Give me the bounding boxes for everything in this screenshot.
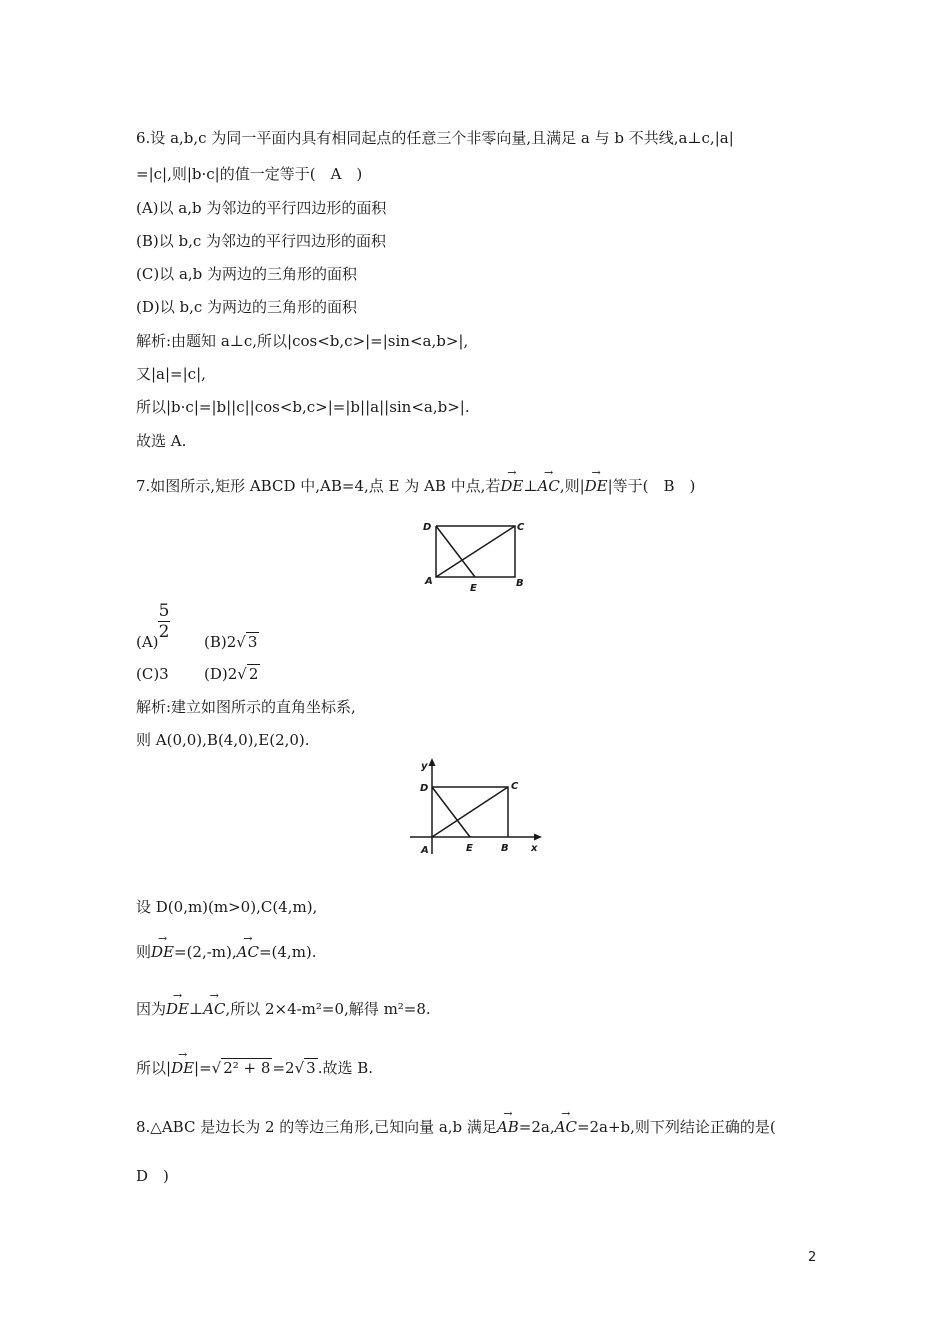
label-b: B bbox=[516, 578, 524, 589]
vector-de: → DE bbox=[585, 476, 608, 496]
label-d: D bbox=[420, 783, 429, 794]
vector-de: → DE bbox=[500, 476, 523, 496]
q6-solution-4: 故选 A. bbox=[136, 432, 187, 450]
radicand: 3 bbox=[306, 1059, 316, 1077]
q6-option-d: (D)以 b,c 为两边的三角形的面积 bbox=[136, 298, 358, 316]
segment-ac bbox=[432, 787, 508, 837]
q6-solution-1: 解析:由题知 a⊥c,所以|cos<b,c>|=|sin<a,b>|, bbox=[136, 332, 469, 350]
sol6-equals: |= bbox=[194, 1059, 212, 1077]
label-x: x bbox=[531, 843, 538, 854]
q7-solution-3: 设 D(0,m)(m>0),C(4,m), bbox=[136, 898, 318, 916]
label-e: E bbox=[466, 843, 473, 854]
vector-ab: → AB bbox=[497, 1117, 519, 1137]
q6-option-a: (A)以 a,b 为邻边的平行四边形的面积 bbox=[136, 199, 387, 217]
q7-stem-text-b: ,则| bbox=[559, 477, 585, 495]
segment-de bbox=[436, 526, 475, 577]
q7-stem-text-c: |等于( B ) bbox=[607, 477, 696, 495]
q6-stem-line1: 6.设 a,b,c 为同一平面内具有相同起点的任意三个非零向量,且满足 a 与 b 不共线,a⊥c,|a| bbox=[136, 129, 734, 147]
sol4-ac-value: =(4,m). bbox=[258, 943, 317, 961]
rectangle-figure bbox=[420, 518, 530, 594]
label-e: E bbox=[470, 583, 477, 594]
perp-symbol: ⊥ bbox=[189, 1000, 204, 1018]
sol5-prefix: 因为 bbox=[136, 1000, 167, 1018]
label-c: C bbox=[517, 522, 525, 533]
page-number: 2 bbox=[808, 1250, 817, 1265]
coordinate-figure bbox=[405, 758, 555, 862]
vector-ac: → AC bbox=[203, 999, 225, 1019]
q8-mid-text: =2a, bbox=[518, 1118, 555, 1136]
q7-option-a: (A) bbox=[136, 633, 159, 651]
q8-stem-text-a: 8.△ABC 是边长为 2 的等边三角形,已知向量 a,b 满足 bbox=[136, 1118, 497, 1136]
vector-de: → DE bbox=[166, 999, 189, 1019]
radicand: 2² + 8 bbox=[223, 1059, 271, 1077]
vector-de: → DE bbox=[151, 942, 174, 962]
label-b: B bbox=[501, 843, 509, 854]
q7-solution-6: 所以|→ DE|=√ 2² + 8 =2√ 3 .故选 B. bbox=[136, 1058, 373, 1078]
segment-ac bbox=[436, 526, 515, 577]
sol6-equals-two: =2 bbox=[272, 1059, 295, 1077]
q7-solution-4 bbox=[136, 942, 317, 962]
y-axis-arrow bbox=[429, 758, 436, 766]
q7-option-d: (D)2√ 2 bbox=[204, 665, 259, 683]
q6-option-b: (B)以 b,c 为邻边的平行四边形的面积 bbox=[136, 232, 387, 250]
radicand: 2 bbox=[248, 665, 259, 683]
q8-stem bbox=[136, 1117, 776, 1137]
label-a: A bbox=[425, 576, 433, 587]
fraction-denominator: 2 bbox=[158, 622, 170, 642]
radicand: 3 bbox=[247, 633, 258, 651]
segment-de bbox=[432, 787, 470, 837]
label-d: D bbox=[423, 522, 432, 533]
option-d-text: (D)2 bbox=[204, 665, 238, 683]
sol4-de-value: =(2,-m), bbox=[174, 943, 237, 961]
fraction-five-halves bbox=[157, 601, 171, 642]
vector-ac: → AC bbox=[538, 476, 560, 496]
vector-ac: → AC bbox=[555, 1117, 577, 1137]
sol4-prefix: 则 bbox=[136, 943, 152, 961]
q7-stem bbox=[136, 476, 695, 496]
q8-stem-text-b: =2a+b,则下列结论正确的是( bbox=[576, 1118, 776, 1136]
q7-stem-text-a: 7.如图所示,矩形 ABCD 中,AB=4,点 E 为 AB 中点,若 bbox=[136, 477, 501, 495]
label-c: C bbox=[511, 781, 519, 792]
perp-symbol: ⊥ bbox=[523, 477, 538, 495]
label-y: y bbox=[421, 761, 428, 772]
q7-option-c: (C)3 bbox=[136, 665, 169, 683]
label-a: A bbox=[421, 845, 429, 856]
fraction-numerator: 5 bbox=[158, 601, 170, 621]
q7-solution-2: 则 A(0,0),B(4,0),E(2,0). bbox=[136, 731, 310, 749]
q6-solution-2: 又|a|=|c|, bbox=[136, 365, 206, 383]
q6-option-c: (C)以 a,b 为两边的三角形的面积 bbox=[136, 265, 358, 283]
x-axis-arrow bbox=[534, 834, 542, 841]
q8-answer: D ) bbox=[136, 1167, 169, 1185]
sol6-prefix: 所以| bbox=[136, 1059, 172, 1077]
sol6-text: .故选 B. bbox=[317, 1059, 374, 1077]
q7-option-b: (B)2√ 3 bbox=[204, 633, 258, 651]
q6-stem-line2: =|c|,则|b·c|的值一定等于( A ) bbox=[136, 165, 363, 183]
q7-solution-1: 解析:建立如图所示的直角坐标系, bbox=[136, 698, 356, 716]
q6-solution-3: 所以|b·c|=|b||c||cos<b,c>|=|b||a||sin<a,b>|. bbox=[136, 398, 470, 416]
option-b-text: (B)2 bbox=[204, 633, 237, 651]
vector-de: → DE bbox=[171, 1058, 194, 1078]
q7-solution-5 bbox=[136, 999, 431, 1019]
vector-ac: → AC bbox=[237, 942, 259, 962]
sol5-text: ,所以 2×4-m²=0,解得 m²=8. bbox=[225, 1000, 431, 1018]
